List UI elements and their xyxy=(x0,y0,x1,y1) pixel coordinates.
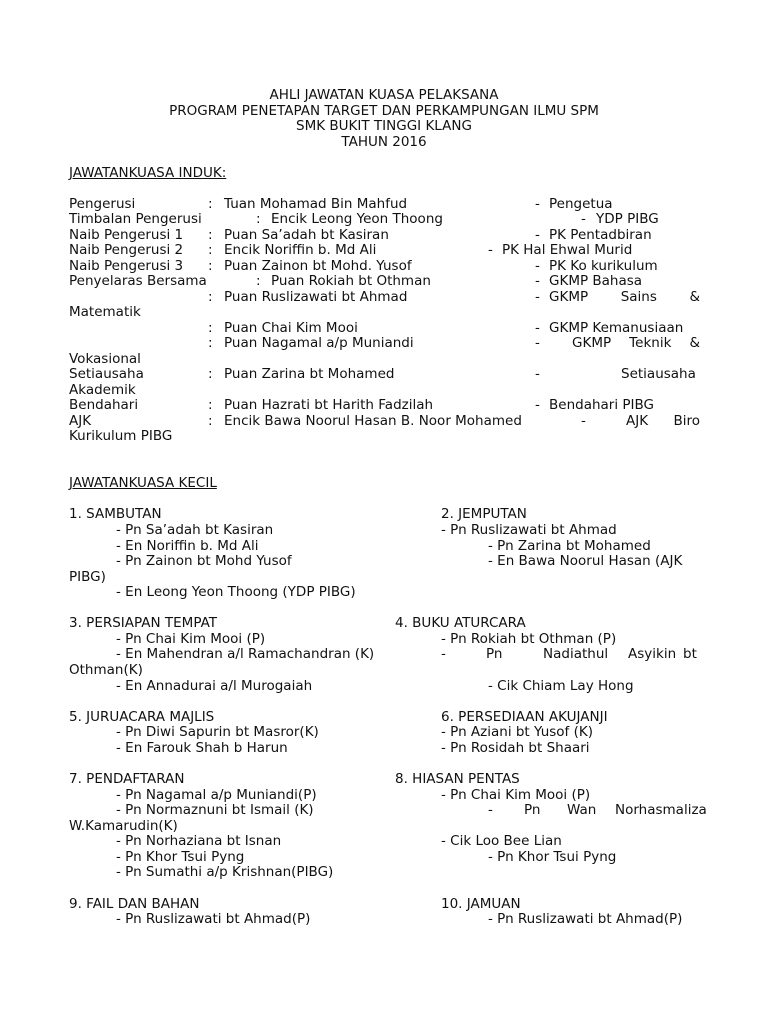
induk-role: Pengerusi xyxy=(69,196,136,212)
induk-name: Encik Noriffin b. Md Ali xyxy=(224,242,377,258)
induk-position-wrap: Matematik xyxy=(69,304,141,320)
induk-role: Naib Pengerusi 3 xyxy=(69,258,184,274)
induk-dash: - xyxy=(488,242,493,258)
committee-member-word: Norhasmaliza xyxy=(615,802,707,818)
committee-member: - En Bawa Noorul Hasan (AJK xyxy=(488,553,683,569)
committee-member: - En Annadurai a/l Murogaiah xyxy=(116,678,313,694)
committee-member: - Pn Rokiah bt Othman (P) xyxy=(441,631,617,647)
induk-dash: - xyxy=(535,196,540,212)
induk-name: Encik Leong Yeon Thoong xyxy=(271,211,443,227)
induk-name: Encik Bawa Noorul Hasan B. Noor Mohamed xyxy=(224,413,522,429)
committee-member: - Pn Normaznuni bt Ismail (K) xyxy=(116,802,314,818)
induk-name: Puan Nagamal a/p Muniandi xyxy=(224,335,414,351)
committee-member: - Pn Ruslizawati bt Ahmad(P) xyxy=(488,911,683,927)
induk-heading: JAWATANKUASA INDUK: xyxy=(69,165,227,181)
committee-member-dash: - xyxy=(441,646,446,662)
induk-position-wrap: Akademik xyxy=(69,382,136,398)
committee-member-word: Pn xyxy=(524,802,541,818)
induk-role: Naib Pengerusi 1 xyxy=(69,227,184,243)
induk-colon: : xyxy=(208,320,213,336)
committee-title: 9. FAIL DAN BAHAN xyxy=(69,896,200,912)
committee-title: 3. PERSIAPAN TEMPAT xyxy=(69,615,218,631)
induk-role: Timbalan Pengerusi xyxy=(69,211,202,227)
committee-member-dash: - xyxy=(488,802,493,818)
committee-member-word: Pn xyxy=(486,646,503,662)
committee-member: - Pn Norhaziana bt Isnan xyxy=(116,833,282,849)
induk-dash: - xyxy=(581,211,586,227)
induk-dash: - xyxy=(535,273,540,289)
induk-colon: : xyxy=(208,413,213,429)
induk-colon: : xyxy=(208,196,213,212)
induk-name: Puan Zarina bt Mohamed xyxy=(224,366,395,382)
induk-colon: : xyxy=(256,211,261,227)
committee-title: 5. JURUACARA MAJLIS xyxy=(69,709,215,725)
induk-name: Puan Chai Kim Mooi xyxy=(224,320,358,336)
committee-member: - En Farouk Shah b Harun xyxy=(116,740,288,756)
induk-position: PK Hal Ehwal Murid xyxy=(502,242,633,258)
committee-member: - Pn Rosidah bt Shaari xyxy=(441,740,590,756)
doc-year: TAHUN 2016 xyxy=(341,134,427,150)
committee-title: 6. PERSEDIAAN AKUJANJI xyxy=(441,709,608,725)
induk-position: GKMP Kemanusiaan xyxy=(549,320,684,336)
doc-title: AHLI JAWATAN KUASA PELAKSANA xyxy=(269,87,499,103)
committee-member: - En Mahendran a/l Ramachandran (K) xyxy=(116,646,375,662)
induk-role: Setiausaha xyxy=(69,366,144,382)
induk-position: GKMP Bahasa xyxy=(549,273,643,289)
induk-position-wrap: Kurikulum PIBG xyxy=(69,428,173,444)
induk-dash: - xyxy=(535,258,540,274)
induk-colon: : xyxy=(208,227,213,243)
induk-name: Tuan Mohamad Bin Mahfud xyxy=(224,196,408,212)
induk-name: Puan Rokiah bt Othman xyxy=(271,273,431,289)
induk-position-wrap: Vokasional xyxy=(69,351,141,367)
committee-member: - Pn Ruslizawati bt Ahmad xyxy=(441,522,617,538)
committee-title: 8. HIASAN PENTAS xyxy=(395,771,520,787)
committee-member: - Pn Khor Tsui Pyng xyxy=(116,849,245,865)
committee-member: - Pn Khor Tsui Pyng xyxy=(488,849,617,865)
induk-dash: - xyxy=(535,397,540,413)
committee-member: - Pn Sumathi a/p Krishnan(PIBG) xyxy=(116,864,334,880)
induk-colon: : xyxy=(208,258,213,274)
committee-member: - Pn Nagamal a/p Muniandi(P) xyxy=(116,787,317,803)
induk-name: Puan Zainon bt Mohd. Yusof xyxy=(224,258,412,274)
committee-title: 7. PENDAFTARAN xyxy=(69,771,185,787)
committee-member: - Pn Ruslizawati bt Ahmad(P) xyxy=(116,911,311,927)
induk-name: Puan Sa’adah bt Kasiran xyxy=(224,227,389,243)
induk-position: Setiausaha xyxy=(621,366,696,382)
induk-position: PK Pentadbiran xyxy=(549,227,652,243)
induk-colon: : xyxy=(256,273,261,289)
induk-position: Pengetua xyxy=(549,196,613,212)
induk-role: AJK xyxy=(69,413,92,429)
induk-position: GKMP Teknik & xyxy=(572,335,700,351)
committee-title: 4. BUKU ATURCARA xyxy=(395,615,526,631)
kecil-heading: JAWATANKUASA KECIL xyxy=(69,475,217,491)
committee-member-wrap: PIBG) xyxy=(69,569,106,585)
committee-member-wrap: Othman(K) xyxy=(69,662,143,678)
induk-colon: : xyxy=(208,335,213,351)
induk-dash: - xyxy=(581,413,586,429)
committee-member: - Pn Chai Kim Mooi (P) xyxy=(441,787,591,803)
induk-dash: - xyxy=(535,320,540,336)
committee-member: - Pn Chai Kim Mooi (P) xyxy=(116,631,266,647)
induk-role: Penyelaras Bersama xyxy=(69,273,207,289)
induk-position: GKMP Sains & xyxy=(549,289,700,305)
induk-role: Bendahari xyxy=(69,397,139,413)
committee-member-word: Asyikin xyxy=(628,646,677,662)
committee-member: - Pn Aziani bt Yusof (K) xyxy=(441,724,593,740)
induk-name: Puan Ruslizawati bt Ahmad xyxy=(224,289,408,305)
induk-position: AJK Biro xyxy=(626,413,700,429)
induk-role: Naib Pengerusi 2 xyxy=(69,242,184,258)
induk-dash: - xyxy=(535,289,540,305)
committee-title: 1. SAMBUTAN xyxy=(69,506,162,522)
induk-colon: : xyxy=(208,242,213,258)
committee-member-word: Nadiathul xyxy=(543,646,609,662)
induk-colon: : xyxy=(208,366,213,382)
doc-subtitle: PROGRAM PENETAPAN TARGET DAN PERKAMPUNGAN ILMU SPM xyxy=(169,103,599,119)
committee-member: - Pn Zainon bt Mohd Yusof xyxy=(116,553,292,569)
induk-name: Puan Hazrati bt Harith Fadzilah xyxy=(224,397,434,413)
induk-dash: - xyxy=(535,366,540,382)
committee-member: - Pn Sa’adah bt Kasiran xyxy=(116,522,274,538)
committee-member-word: bt xyxy=(683,646,697,662)
induk-colon: : xyxy=(208,289,213,305)
induk-colon: : xyxy=(208,397,213,413)
committee-member: - Pn Zarina bt Mohamed xyxy=(488,538,651,554)
committee-title: 10. JAMUAN xyxy=(441,896,521,912)
induk-dash: - xyxy=(535,227,540,243)
committee-member: - Cik Chiam Lay Hong xyxy=(488,678,634,694)
committee-member: - Cik Loo Bee Lian xyxy=(441,833,562,849)
induk-position: Bendahari PIBG xyxy=(549,397,654,413)
doc-school: SMK BUKIT TINGGI KLANG xyxy=(296,118,472,134)
induk-position: YDP PIBG xyxy=(596,211,659,227)
induk-dash: - xyxy=(535,335,540,351)
committee-member: - En Noriffin b. Md Ali xyxy=(116,538,259,554)
induk-position: PK Ko kurikulum xyxy=(549,258,658,274)
committee-member-wrap: W.Kamarudin(K) xyxy=(69,818,178,834)
committee-member-word: Wan xyxy=(567,802,597,818)
committee-title: 2. JEMPUTAN xyxy=(441,506,527,522)
committee-member: - En Leong Yeon Thoong (YDP PIBG) xyxy=(116,584,356,600)
committee-member: - Pn Diwi Sapurin bt Masror(K) xyxy=(116,724,319,740)
